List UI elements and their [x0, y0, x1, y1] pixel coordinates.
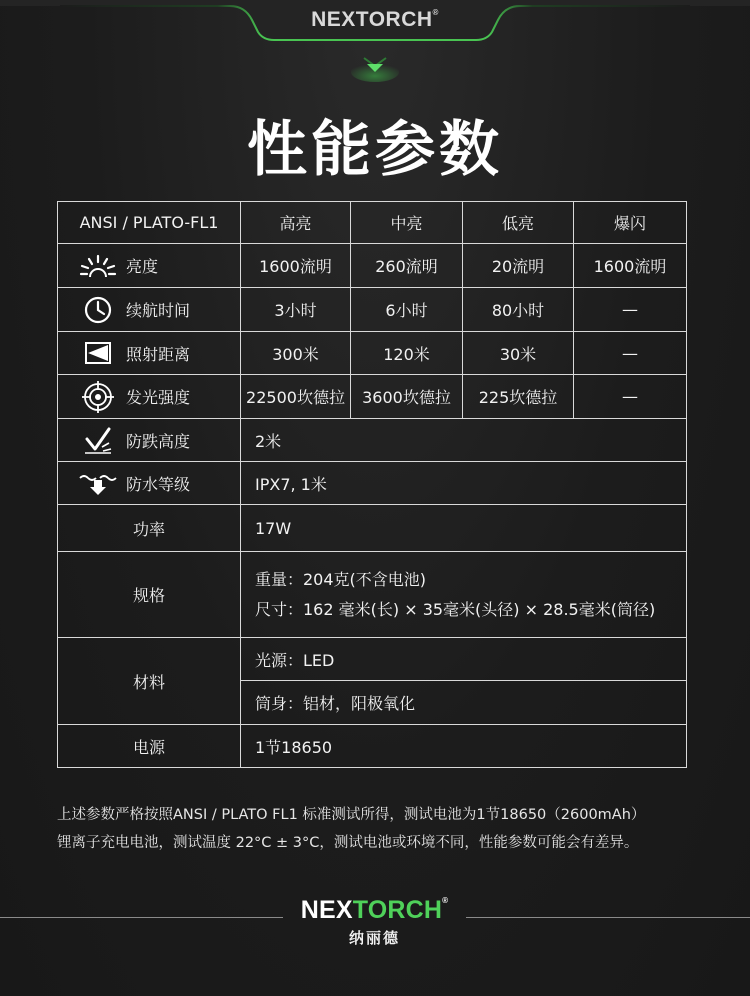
table-cell: 1600流明 [241, 244, 351, 288]
water-icon [78, 468, 118, 498]
header-cell: 爆闪 [574, 202, 687, 244]
row-label-cell [58, 462, 241, 505]
table-cell: 3小时 [241, 288, 351, 332]
header-cell: 低亮 [463, 202, 574, 244]
table-cell: 6小时 [351, 288, 463, 332]
table-row [58, 725, 687, 768]
table-cell: 1600流明 [574, 244, 687, 288]
brand-name-cn: 纳丽德 [348, 929, 400, 947]
target-icon [78, 382, 118, 412]
table-cell: 300米 [241, 332, 351, 375]
header-cell: ANSI / PLATO-FL1 [58, 202, 241, 244]
divider-left [0, 917, 283, 918]
row-label-cell [58, 419, 241, 462]
table-cell: 22500坎德拉 [241, 375, 351, 419]
table-row [58, 505, 687, 552]
table-cell [241, 552, 687, 638]
table-cell: — [574, 375, 687, 419]
row-label-cell [58, 332, 241, 375]
spec-dimensions: 尺寸：162 毫米(长) × 35毫米(头径) × 28.5毫米(筒径) [255, 599, 656, 619]
row-label: 续航时间 [126, 301, 191, 320]
row-label: 防水等级 [126, 474, 191, 494]
table-cell: — [574, 332, 687, 375]
row-label: 电源 [58, 725, 241, 768]
row-label-cell [58, 375, 241, 419]
row-label-cell [58, 288, 241, 332]
brand-logo-bottom: NEXTORCH® [300, 896, 449, 924]
clock-icon [78, 295, 118, 325]
divider-right [466, 917, 750, 918]
table-cell: IPX7, 1米 [241, 462, 687, 505]
row-label-cell [58, 244, 241, 288]
table-cell: — [574, 288, 687, 332]
table-header-row [58, 202, 687, 244]
table-cell: 筒身：铝材，阳极氧化 [241, 681, 687, 725]
table-cell: 3600坎德拉 [351, 375, 463, 419]
table-row [58, 552, 687, 638]
row-label: 规格 [58, 552, 241, 638]
row-label: 亮度 [126, 257, 159, 276]
footnote-line: 上述参数严格按照ANSI / PLATO FL1 标准测试所得，测试电池为1节18650（2600mAh） [57, 807, 646, 823]
header-cell: 中亮 [351, 202, 463, 244]
table-cell: 1节18650 [241, 725, 687, 768]
row-label: 防跌高度 [126, 431, 191, 451]
table-cell: 80小时 [463, 288, 574, 332]
table-row [58, 332, 687, 375]
table-row [58, 638, 687, 681]
row-label: 发光强度 [126, 388, 191, 407]
table-cell: 120米 [351, 332, 463, 375]
impact-icon [78, 425, 118, 455]
row-label: 材料 [58, 638, 241, 725]
table-cell: 17W [241, 505, 687, 552]
sun-rays-icon [78, 251, 118, 281]
table-cell: 225坎德拉 [463, 375, 574, 419]
table-cell: 光源：LED [241, 638, 687, 681]
table-row [58, 462, 687, 505]
header-cell: 高亮 [241, 202, 351, 244]
footnote [57, 801, 737, 857]
table-cell: 260流明 [351, 244, 463, 288]
spec-weight: 重量：204克(不含电池) [255, 569, 427, 589]
green-chevron-icon [350, 52, 400, 82]
table-row [58, 244, 687, 288]
table-row [58, 288, 687, 332]
page-title: 性能参数 [247, 115, 503, 185]
table-row [58, 419, 687, 462]
table-cell: 2米 [241, 419, 687, 462]
brand-logo-top: NEXTORCH® [311, 8, 439, 31]
row-label: 功率 [58, 505, 241, 552]
footnote-line: 锂离子充电电池，测试温度 22°C ± 3°C，测试电池或环境不同，性能参数可能会有差异。 [57, 835, 639, 851]
row-label: 照射距离 [126, 344, 191, 364]
spec-table [57, 201, 687, 768]
table-cell: 20流明 [463, 244, 574, 288]
table-cell: 30米 [463, 332, 574, 375]
table-row [58, 375, 687, 419]
beam-distance-icon [78, 338, 118, 368]
